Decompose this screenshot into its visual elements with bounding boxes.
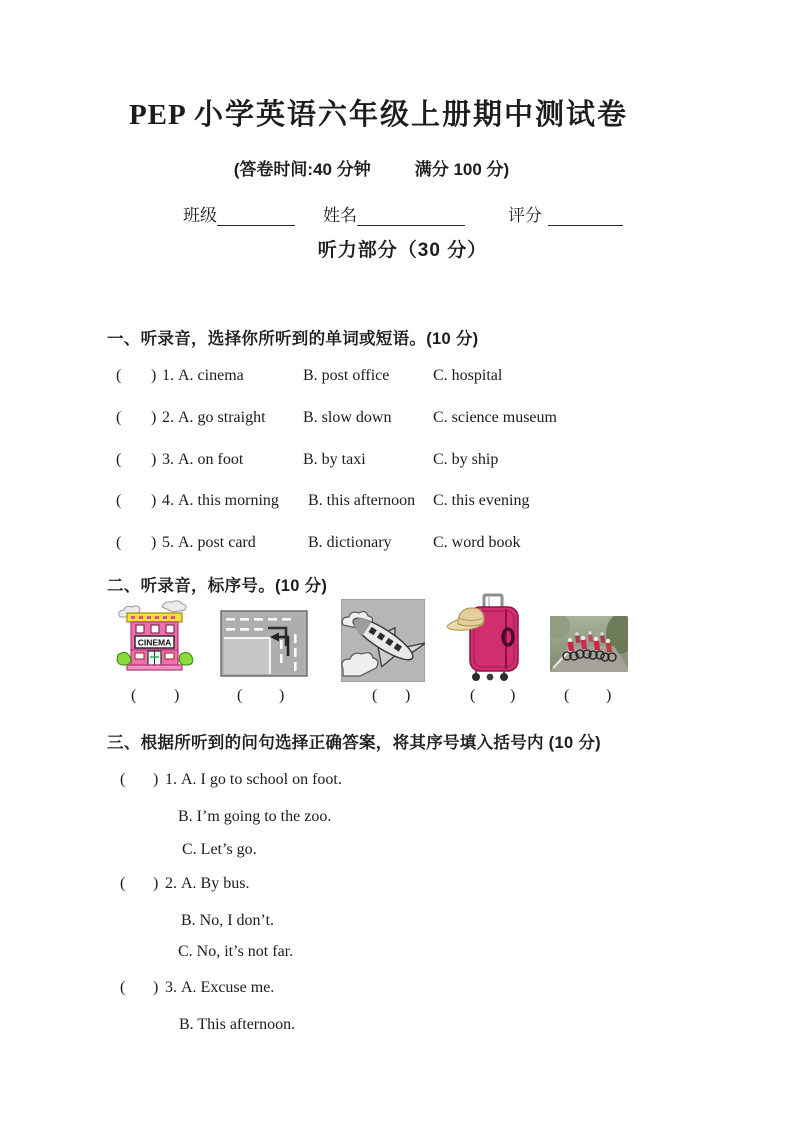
answer-bracket-open: ( bbox=[564, 687, 570, 704]
answer-bracket-close: ) bbox=[606, 687, 612, 704]
answer-bracket-open: ( bbox=[120, 875, 126, 892]
answer-bracket-close: ) bbox=[153, 771, 159, 788]
answer-bracket-close: ) bbox=[153, 979, 159, 996]
cinema-building-icon bbox=[114, 597, 196, 677]
option-a: A. cinema bbox=[178, 367, 244, 384]
answer-bracket-open: ( bbox=[116, 451, 122, 468]
answer-bracket-close: ) bbox=[510, 687, 516, 704]
section3-item2-line-b: B. No, I don’t. bbox=[181, 912, 275, 929]
option-c: C. science museum bbox=[433, 409, 557, 426]
option-b: B. this afternoon bbox=[308, 492, 416, 509]
option-a: A. post card bbox=[178, 534, 256, 551]
option-a: A. go straight bbox=[178, 409, 266, 426]
class-blank-line bbox=[217, 209, 295, 226]
class-label: 班级 bbox=[183, 206, 217, 225]
section2-heading: 二、听录音，标序号。(10 分) bbox=[107, 577, 328, 595]
option-b: B. by taxi bbox=[303, 451, 366, 468]
answer-bracket-open: ( bbox=[116, 409, 122, 426]
option-c: C. hospital bbox=[433, 367, 503, 384]
answer-bracket-close: ) bbox=[153, 875, 159, 892]
option-c: C. by ship bbox=[433, 451, 499, 468]
option-b: B. post office bbox=[303, 367, 390, 384]
section3-item3-line-b: B. This afternoon. bbox=[179, 1016, 296, 1033]
bicycle-race-icon bbox=[550, 616, 628, 672]
option-a: A. this morning bbox=[178, 492, 279, 509]
name-blank-line bbox=[357, 209, 465, 226]
answer-bracket-close: ) bbox=[151, 534, 157, 551]
answer-bracket-open: ( bbox=[372, 687, 378, 704]
option-a: A. By bus. bbox=[181, 875, 250, 892]
section3-heading: 三、根据所听到的问句选择正确答案，将其序号填入括号内 (10 分) bbox=[107, 734, 601, 752]
item-number: 3. bbox=[165, 979, 177, 996]
answer-bracket-open: ( bbox=[120, 771, 126, 788]
answer-bracket-open: ( bbox=[116, 367, 122, 384]
section1-heading: 一、听录音，选择你所听到的单词或短语。(10 分) bbox=[107, 330, 479, 348]
section3-item1-line-c: C. Let’s go. bbox=[182, 841, 257, 858]
item-number: 4. bbox=[162, 492, 174, 509]
listening-part-header: 听力部分（30 分） bbox=[317, 240, 488, 261]
answer-bracket-close: ) bbox=[151, 451, 157, 468]
section3-item1-line-b: B. I’m going to the zoo. bbox=[178, 808, 332, 825]
option-c: C. this evening bbox=[433, 492, 530, 509]
answer-bracket-close: ) bbox=[151, 492, 157, 509]
exam-score: 满分 100 分) bbox=[414, 160, 510, 179]
item-number: 2. bbox=[162, 409, 174, 426]
answer-bracket-close: ) bbox=[405, 687, 411, 704]
item-number: 2. bbox=[165, 875, 177, 892]
answer-bracket-close: ) bbox=[279, 687, 285, 704]
name-label: 姓名 bbox=[323, 206, 357, 225]
answer-bracket-open: ( bbox=[116, 534, 122, 551]
option-c: C. word book bbox=[433, 534, 521, 551]
name-field bbox=[323, 201, 465, 226]
option-b: B. dictionary bbox=[308, 534, 392, 551]
answer-bracket-close: ) bbox=[174, 687, 180, 704]
suitcase-hat-icon bbox=[446, 592, 530, 682]
answer-bracket-open: ( bbox=[237, 687, 243, 704]
answer-bracket-open: ( bbox=[120, 979, 126, 996]
option-b: B. slow down bbox=[303, 409, 392, 426]
item-number: 1. bbox=[165, 771, 177, 788]
answer-bracket-open: ( bbox=[131, 687, 137, 704]
class-field bbox=[183, 201, 295, 226]
cinema-sign-text: CINEMA bbox=[137, 637, 172, 648]
answer-bracket-close: ) bbox=[151, 409, 157, 426]
score-blank-line bbox=[548, 209, 623, 226]
item-number: 3. bbox=[162, 451, 174, 468]
answer-bracket-open: ( bbox=[470, 687, 476, 704]
title-main: 小学英语六年级上册期中测试卷 bbox=[194, 99, 629, 131]
section3-item2-line-c: C. No, it’s not far. bbox=[178, 943, 294, 960]
street-map-turn-icon bbox=[220, 610, 308, 677]
item-number: 5. bbox=[162, 534, 174, 551]
airplane-icon bbox=[341, 599, 425, 682]
exam-info-line bbox=[0, 155, 768, 180]
score-field bbox=[508, 201, 623, 226]
answer-bracket-close: ) bbox=[151, 367, 157, 384]
exam-time: (答卷时间:40 分钟 bbox=[233, 160, 371, 179]
answer-bracket-open: ( bbox=[116, 492, 122, 509]
option-a: A. Excuse me. bbox=[181, 979, 275, 996]
option-a: A. on foot bbox=[178, 451, 244, 468]
item-number: 1. bbox=[162, 367, 174, 384]
score-label: 评分 bbox=[508, 206, 542, 225]
page-title bbox=[0, 92, 775, 133]
option-a: A. I go to school on foot. bbox=[181, 771, 342, 788]
title-prefix: PEP bbox=[128, 99, 187, 131]
